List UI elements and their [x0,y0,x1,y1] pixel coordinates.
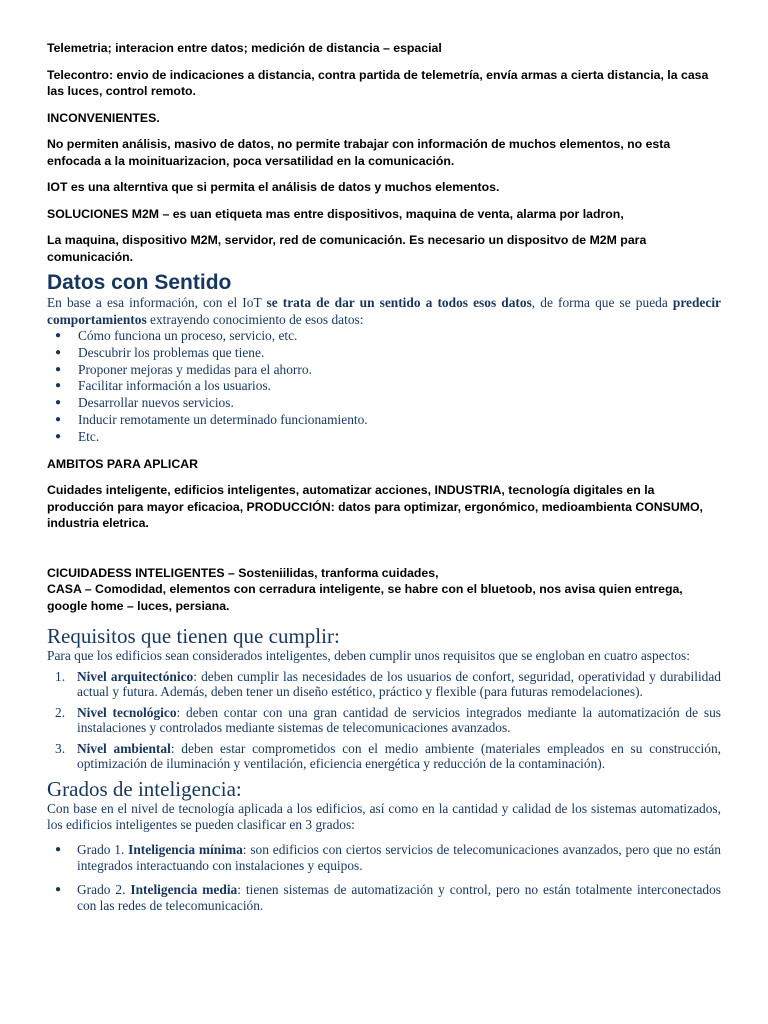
paragraph-ciudades-inteligentes: CICUIDADESS INTELIGENTES – Sosteniilidas, tranforma cuidades, [47,565,439,580]
datos-bullet-list [47,328,721,446]
grados-intro: Con base en el nivel de tecnología aplicada a los edificios, así como en la cantidad y calidad de los sistemas automatizados, los edificios inteligentes se pueden clasificar en 3 grados: [47,800,721,833]
bullet-icon: ● [55,346,62,358]
list-item: ● Descubrir los problemas que tiene. [55,344,265,360]
heading-requisitos: Requisitos que tienen que cumplir: [47,624,340,649]
list-item: ● Facilitar información a los usuarios. [55,378,272,394]
list-item: ● Cómo funciona un proceso, servicio, etc. [55,328,298,343]
list-item: 2. Nivel tecnológico: deben contar con una gran cantidad de servicios integrados mediante la automatización de sus instalaciones y controlados mediante sistemas de telecomunicaciones avanzados. [55,704,721,735]
paragraph-ambitos: Cuidades inteligente, edificios inteligentes, automatizar acciones, INDUSTRIA, tecnología digitales en la producción para mayor eficacioa, PRODUCCIÓN: datos para optimizar, ergonómico, medioambienta CONSUMO, industria eletrica. [47,483,703,531]
list-item: ● Desarrollar nuevos servicios. [55,395,234,411]
paragraph-casa: CASA – Comodidad, elementos con cerradura inteligente, se habre con el bluetoob, nos avisa quien entrega, google home – luces, persiana. [47,582,683,613]
spacer [47,542,721,565]
requisitos-intro: Para que los edificios sean considerados inteligentes, deben cumplir unos requisitos que se engloban en cuatro aspectos: [47,648,690,664]
bullet-icon: ● [55,413,62,425]
datos-intro: En base a esa información, con el IoT se trata de dar un sentido a todos esos datos, de forma que se pueda predecir comportamientos extrayendo conocimiento de esos datos: [47,295,721,327]
list-item: 1. Nivel arquitectónico: deben cumplir las necesidades de los usuarios de confort, seguridad, operatividad y durabilidad actual y futura. Además, deben tener un diseño estético, práctico y flexible (para futuras remodelaciones). [55,668,721,699]
list-item: ● Etc. [55,428,100,444]
heading-datos-con-sentido: Datos con Sentido [47,271,232,294]
list-item: ● Grado 1. Inteligencia mínima: son edificios con ciertos servicios de telecomunicaciones avanzados, pero que no están integrados interactuando con instalaciones y equipos. [55,841,721,873]
heading-ambitos: AMBITOS PARA APLICAR [47,456,198,471]
paragraph-telemetria: Telemetria; interacion entre datos; medición de distancia – espacial [47,41,442,55]
paragraph-soluciones-m2m: SOLUCIONES M2M – es uan etiqueta mas entre dispositivos, maquina de venta, alarma por ladron, [47,206,624,221]
list-item: ● Proponer mejoras y medidas para el ahorro. [55,361,312,377]
bullet-icon: ● [55,843,62,855]
bullet-icon: ● [55,883,62,895]
requisitos-list [47,669,721,771]
heading-grados: Grados de inteligencia: [47,776,242,801]
paragraph-telecontrol: Telecontro: envio de indicaciones a distancia, contra partida de telemetría, envía armas a cierta distancia, la casa las luces, control remoto. [47,67,709,98]
paragraph-iot: IOT es una alterntiva que si permita el análisis de datos y muchos elementos. [47,180,500,194]
bullet-icon: ● [55,363,62,375]
grados-list [47,842,721,914]
list-item: ● Inducir remotamente un determinado funcionamiento. [55,411,368,427]
paragraph-inconvenientes: No permiten análisis, masivo de datos, no permite trabajar con información de muchos elementos, no esta enfocada a la moinituarizacion, poca versatilidad en la comunicación. [47,137,671,168]
bullet-icon: ● [55,330,62,341]
list-item: ● Grado 2. Inteligencia media: tienen sistemas de automatización y control, pero no están totalmente interconectados con las redes de telecomunicación. [55,881,721,913]
paragraph-maquina: La maquina, dispositivo M2M, servidor, red de comunicación. Es necesario un dispositvo de M2M para comunicación. [47,233,647,264]
bullet-icon: ● [55,397,62,409]
list-item: 3. Nivel ambiental: deben estar comprometidos con el medio ambiente (materiales empleados en su construcción, optimización de iluminación y ventilación, eficiencia energética y reducción de la contaminación). [55,740,721,771]
bullet-icon: ● [55,430,62,442]
bullet-icon: ● [55,380,62,392]
heading-inconvenientes: INCONVENIENTES. [47,110,160,125]
